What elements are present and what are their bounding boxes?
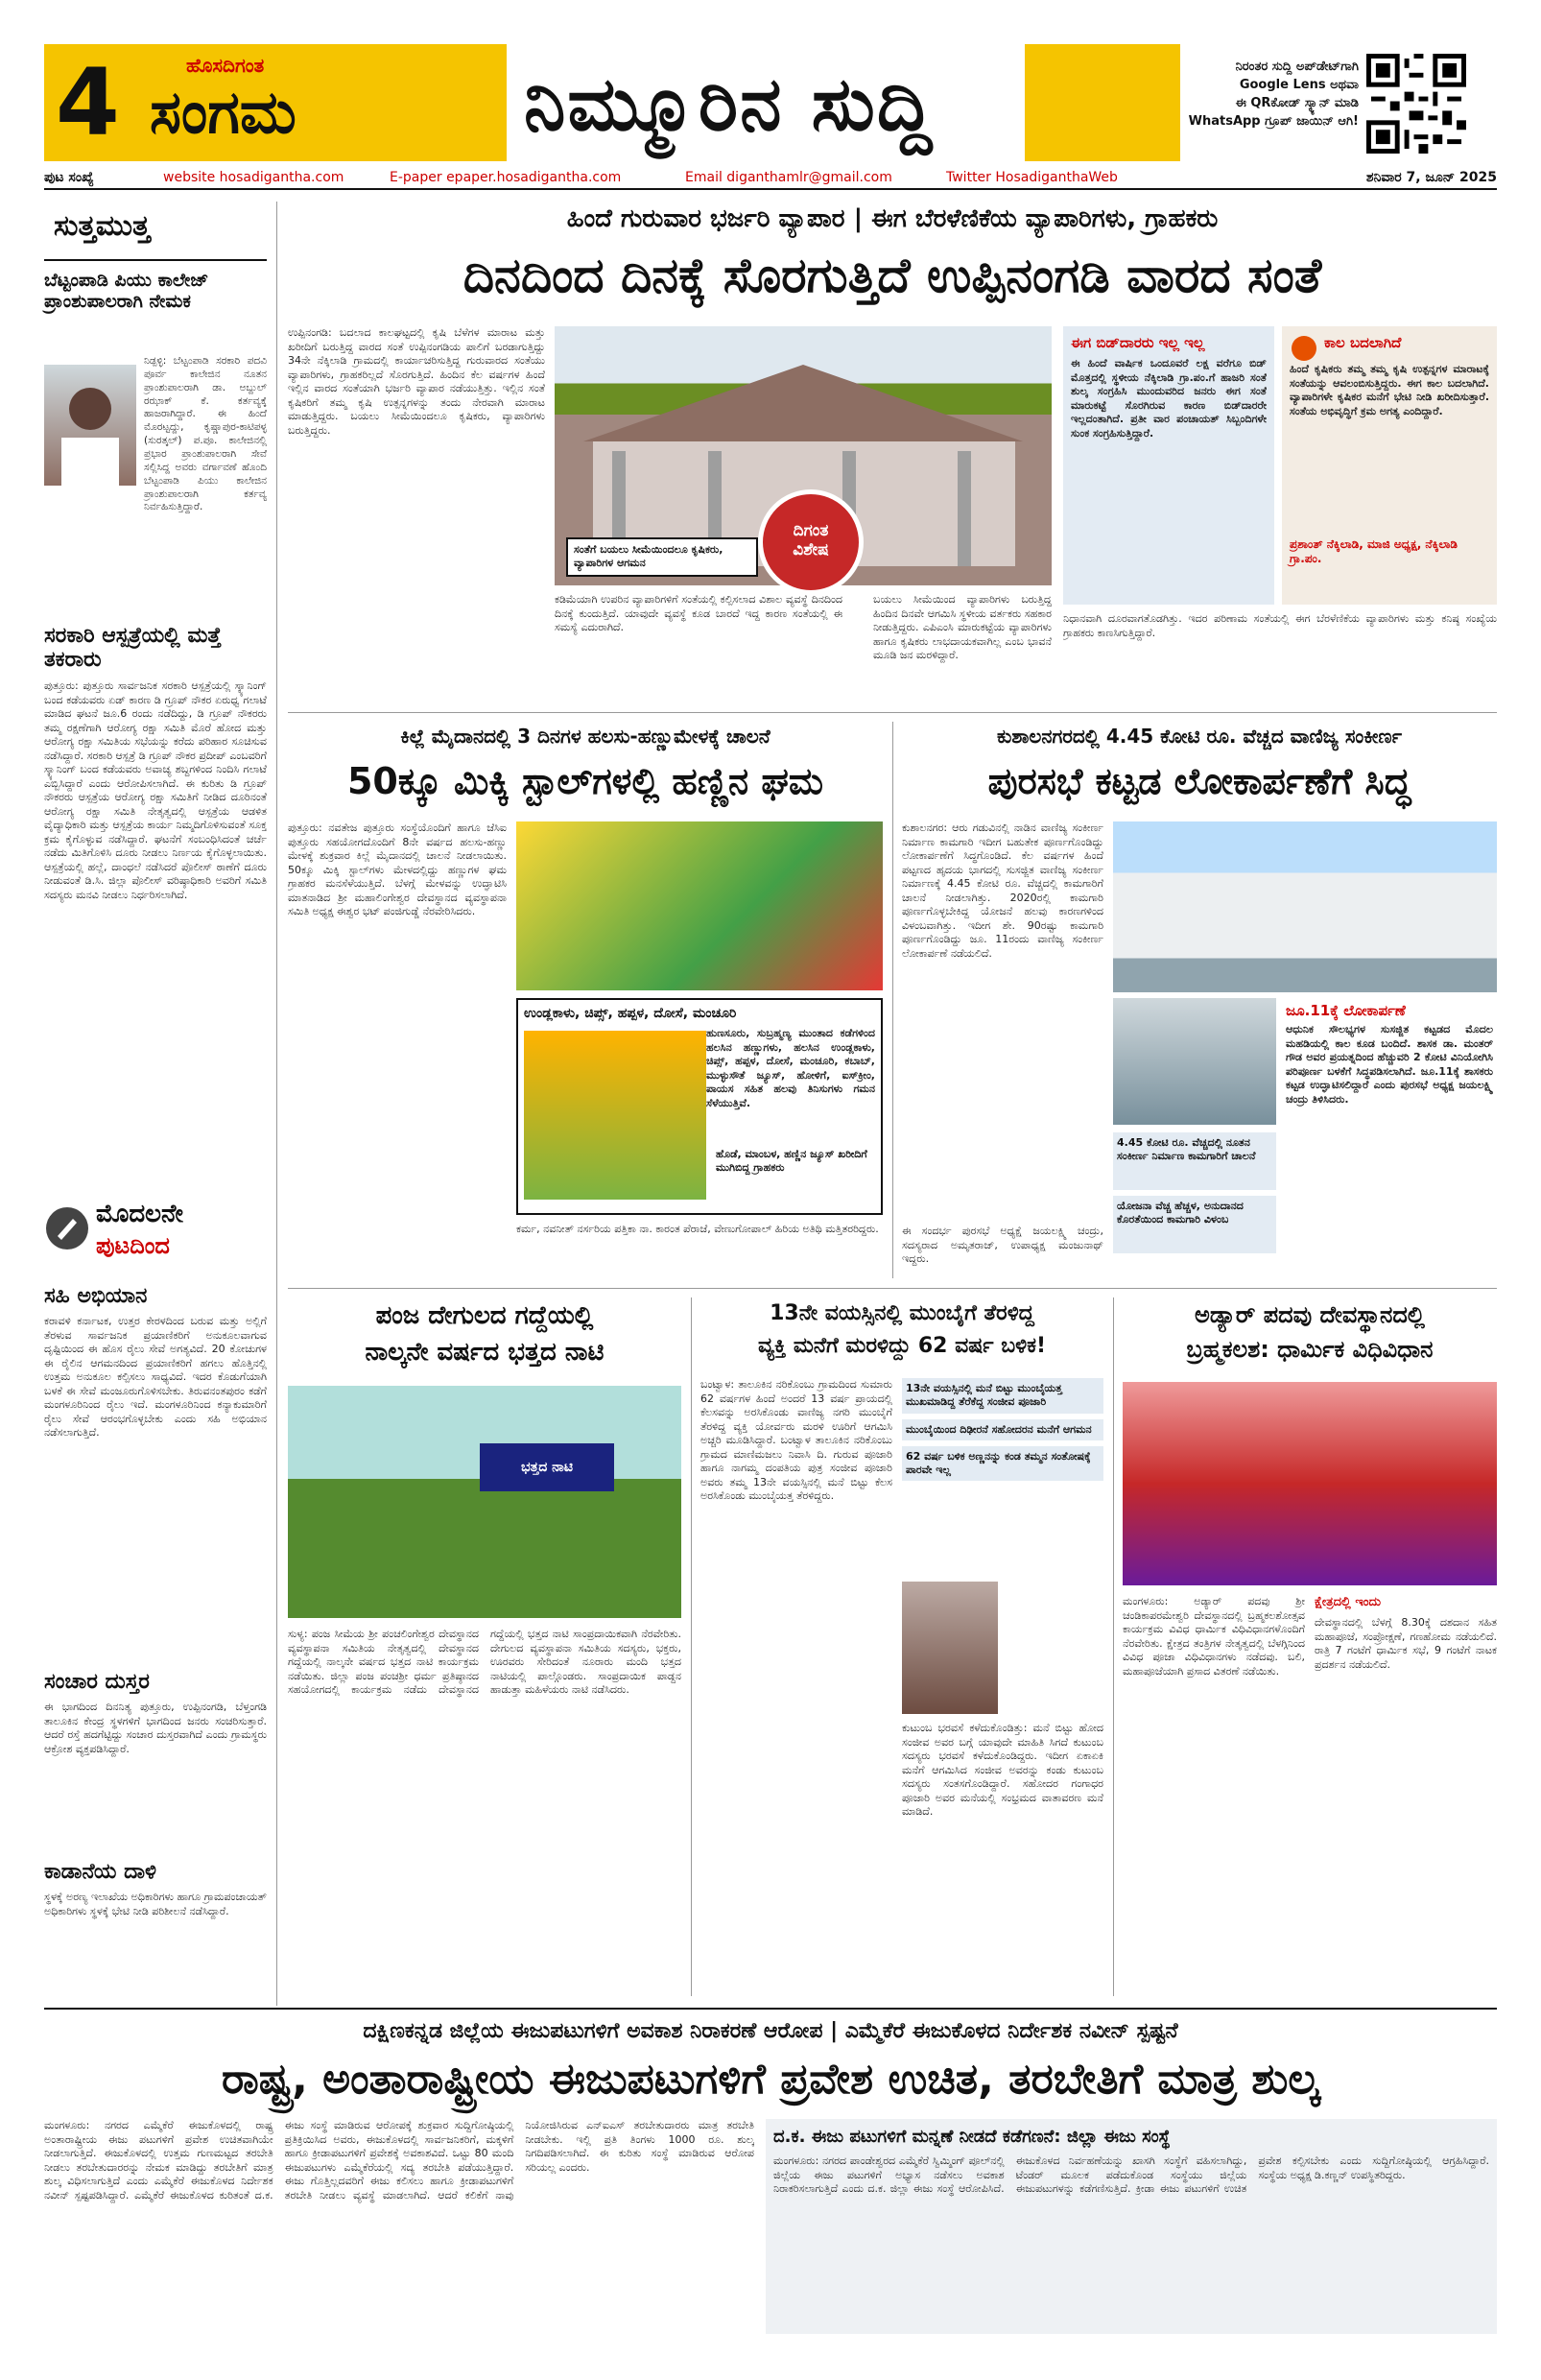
building-headline: ಪುರಸಭೆ ಕಟ್ಟಡ ಲೋಕಾರ್ಪಣೆಗೆ ಸಿದ್ಧ xyxy=(987,760,1411,802)
brand-small: ಹೊಸದಿಗಂತ xyxy=(186,54,265,77)
sidebar xyxy=(44,202,267,2006)
temple-headline: ಅಡ್ಯಾರ್ ಪದವು ದೇವಸ್ಥಾನದಲ್ಲಿ ಬ್ರಹ್ಮಕಲಶ: ಧಾರ್ಮಿಕ ವಿಧಿವಿಧಾನ xyxy=(1186,1301,1434,1363)
pen-icon xyxy=(44,1205,90,1251)
temple-sub: ಕ್ಷೇತ್ರದಲ್ಲಿ ಇಂದು xyxy=(1315,1595,1382,1609)
qr-prompt: ನಿರಂತರ ಸುದ್ದಿ ಅಪ್‌ಡೇಟ್‌ಗಾಗಿ Google Lens ಅಥವಾ ಈ QRಕೋಡ್ ಸ್ಕ್ಯಾನ್ ಮಾಡಿ WhatsApp ಗ್ರೂಪ್ ಜಾಯಿನ್ ಆಗಿ! xyxy=(1188,60,1359,129)
quote-byline: ಪ್ರಶಾಂತ್ ನೆಕ್ಕಿಲಾಡಿ, ಮಾಜಿ ಅಧ್ಯಕ್ಷ, ನೆಕ್ಕಿಲಾಡಿ ಗ್ರಾ.ಪಂ. xyxy=(1290,537,1458,565)
sidebar-header: ಸುತ್ತಮುತ್ತ xyxy=(44,202,267,261)
twitter-link[interactable]: Twitter HosadiganthaWeb xyxy=(946,170,1118,185)
building-body: ಕುಶಾಲನಗರ: ಆರು ಗಡುವಿನಲ್ಲಿ ನಾಡಿನ ವಾಣಿಜ್ಯ ಸಂಕೀರ್ಣ ನಿರ್ಮಾಣ ಕಾಮಗಾರಿ ಇದೀಗ ಬಹುತೇಕ ಪೂರ್ಣಗೊಂಡಿದ್ದು ಲೋಕಾರ್ಪಣೆಗೆ ಸಿದ್ಧಗೊಂಡಿದೆ. ಕೆಲ ವರ್ಷಗಳ ಹಿಂದೆ ಪಟ್ಟಣದ ಹೃದಯ ಭಾಗದಲ್ಲಿ ಸುಸಜ್ಜಿತ ವಾಣಿಜ್ಯ ಸಂಕೀರ್ಣ ನಿರ್ಮಾಣಕ್ಕೆ 4.45 ಕೋಟಿ ರೂ. ವೆಚ್ಚದಲ್ಲಿ ಕಾಮಗಾರಿಗೆ ಚಾಲನೆ ನೀಡಲಾಗಿತ್ತು. 2020ರಲ್ಲಿ ಕಾಮಗಾರಿ ಪೂರ್ಣಗೊಳ್ಳಬೇಕಿದ್ದ ಯೋಜನೆ ಹಲವು ಕಾರಣಗಳಿಂದ ವಿಳಂಬವಾಗಿತ್ತು. ಇದೀಗ ಶೇ. 90ರಷ್ಟು ಕಾಮಗಾರಿ ಪೂರ್ಣಗೊಂಡಿದ್ದು ಜೂ. 11ರಂದು ವಾಣಿಜ್ಯ ಸಂಕೀರ್ಣ ಲೋಕಾರ್ಪಣೆ ನಡೆಯಲಿದೆ. xyxy=(902,821,1103,960)
story3-title: ಸಹಿ ಅಭಿಯಾನ xyxy=(44,1284,148,1308)
temple-body2: ದೇವಸ್ಥಾನದಲ್ಲಿ ಬೆಳಗ್ಗೆ 8.30ಕ್ಕೆ ದಶದಾನ ಸಹಿತ ಮಹಾಪೂಜೆ, ಸಂಪ್ರೋಕ್ಷಣೆ, ಗಣಹೋಮ ನಡೆಯಲಿದೆ. ರಾತ್ರಿ 7 ಗಂಟೆಗೆ ಧಾರ್ಮಿಕ ಸಭೆ, 9 ಗಂಟೆಗೆ ನಾಟಕ ಪ್ರದರ್ಶನ ನಡೆಯಲಿದೆ. xyxy=(1315,1616,1497,1671)
story5-text: ಸ್ಥಳಕ್ಕೆ ಅರಣ್ಯ ಇಲಾಖೆಯ ಅಧಿಕಾರಿಗಳು ಹಾಗೂ ಗ್ರಾಮಪಂಚಾಯತ್ ಅಧಿಕಾರಿಗಳು ಸ್ಥಳಕ್ಕೆ ಭೇಟಿ ನೀಡಿ ಪರಿಶೀಲನೆ ನಡೆಸಿದ್ದಾರೆ. xyxy=(44,1891,267,1917)
mumbai-photo xyxy=(902,1582,998,1714)
lead-body2: ಕಡಿಮೆಯಾಗಿ ಉಪರಿನ ವ್ಯಾಪಾರಿಗಳಿಗೆ ಸಂತೆಯಲ್ಲಿ ಕಲ್ಪಿಸಲಾದ ವಿಶಾಲ ವ್ಯವಸ್ಥೆ ದಿನದಿಂದ ದಿನಕ್ಕೆ ಕುಂದುತ್ತಿದೆ. ಯಾವುದೇ ವ್ಯವಸ್ಥೆ ಕೂಡ ಬಾರದೆ ಇದ್ದ ಕಾರಣ ಸಂತೆಯಲ್ಲಿ ಈ ಸಮಸ್ಯೆ ಎದುರಾಗಿದೆ. xyxy=(555,593,842,634)
paddy-banner: ಭತ್ತದ ನಾಟಿ xyxy=(480,1443,614,1491)
building-note1: 4.45 ಕೋಟಿ ರೂ. ವೆಚ್ಚದಲ್ಲಿ ನೂತನ ಸಂಕೀರ್ಣ ನಿರ್ಮಾಣ ಕಾಮಗಾರಿಗೆ ಚಾಲನೆ xyxy=(1113,1132,1276,1190)
story1-title: ಬೆಟ್ಟಂಪಾಡಿ ಪಿಯು ಕಾಲೇಜ್ ಪ್ರಾಂಶುಪಾಲರಾಗಿ ನೇಮಕ xyxy=(44,270,209,312)
story1-text: ನಿಡ್ಪಳ್ಳಿ: ಬೆಟ್ಟಂಪಾಡಿ ಸರಕಾರಿ ಪದವಿ ಪೂರ್ವ ಕಾಲೇಜಿನ ನೂತನ ಪ್ರಾಂಶುಪಾಲರಾಗಿ ಡಾ. ಅಬ್ದುಲ್ ರಝಾಕ್ ಕೆ. ಕರ್ತವ್ಯಕ್ಕೆ ಹಾಜರಾಗಿದ್ದಾರೆ. ಈ ಹಿಂದೆ ಮೊರಟ್ಟದ್ದು, ಕೃಷ್ಣಾಪುರ-ಕಾಟಿಪಳ್ಳ (ಸುರತ್ಕಲ್) ಪ.ಪೂ. ಕಾಲೇಜಿನಲ್ಲಿ ಪ್ರಭಾರ ಪ್ರಾಂಶುಪಾಲರಾಗಿ ಸೇವೆ ಸಲ್ಲಿಸಿದ್ದ ಅವರು ವರ್ಗಾವಣೆ ಹೊಂದಿ ಬೆಟ್ಟಂಪಾಡಿ ಪಿಯು ಕಾಲೇಜಿನ ಪ್ರಾಂಶುಪಾಲರಾಗಿ ಕರ್ತವ್ಯ ನಿರ್ವಹಿಸುತ್ತಿದ್ದಾರೆ. xyxy=(144,355,267,513)
temple-story xyxy=(1123,1297,1497,1996)
fruit-menu-box: ಉಂಡ್ಲಕಾಳು, ಚಿಪ್ಸ್, ಹಪ್ಪಳ, ದೋಸೆ, ಮಂಚೂರಿ ಹುಣಸೂರು, ಸುಬ್ರಹ್ಮಣ್ಯ ಮುಂತಾದ ಕಡೆಗಳಿಂದ ಹಲಸಿನ ಹಣ್ಣುಗಳು, ಹಲಸಿನ ಉಂಡ್ಲಕಾಳು, ಚಿಪ್ಸ್, ಹಪ್ಪಳ, ದೋಸೆ, ಮಂಚೂರಿ, ಕಬಾಬ್, ಮುಳ್ಳುಸೌತೆ ಜ್ಯೂಸ್, ಹೋಳಿಗೆ, ಐಸ್‌ಕ್ರೀಂ, ಪಾಯಸ ಸಹಿತ ಹಲವು ತಿನಿಸುಗಳು ಗಮನ ಸೆಳೆಯುತ್ತಿವೆ. ಹೊಡೆ, ಮಾಂಬಳ, ಹಣ್ಣಿನ ಜ್ಯೂಸ್ ಖರೀದಿಗೆ ಮುಗಿಬಿದ್ದ ಗ್ರಾಹಕರು xyxy=(516,998,883,1215)
building-tail: ಈ ಸಂದರ್ಭ ಪುರಸಭೆ ಅಧ್ಯಕ್ಷೆ ಜಯಲಕ್ಷ್ಮಿ ಚಂದ್ರು, ಸದಸ್ಯರಾದ ಅಮೃತರಾಜ್, ಉಪಾಧ್ಯಕ್ಷ ಮಂಜುನಾಥ್ ಇದ್ದರು. xyxy=(902,1225,1103,1266)
mumbai-points: 13ನೇ ವಯಸ್ಸಿನಲ್ಲಿ ಮನೆ ಬಿಟ್ಟು ಮುಂಬೈಯತ್ತ ಮುಖಮಾಡಿದ್ದ ತೆರೆಕೆದ್ದ ಸಂಜೀವ ಪೂಜಾರಿ ಮುಂಬೈಯಿಂದ ದಿಢೀರನೆ ಸಹೋದರನ ಮನೆಗೆ ಆಗಮನ 62 ವರ್ಷ ಬಳಿಕ ಅಣ್ಣನನ್ನು ಕಂಡ ತಮ್ಮನ ಸಂತೋಷಕ್ಕೆ ಪಾರವೇ ಇಲ್ಲ xyxy=(902,1378,1103,1574)
lead-headline: ದಿನದಿಂದ ದಿನಕ್ಕೆ ಸೊರಗುತ್ತಿದೆ ಉಪ್ಪಿನಂಗಡಿ ವಾರದ ಸಂತೆ xyxy=(462,248,1322,303)
website-link[interactable]: website hosadigantha.com xyxy=(163,170,344,185)
swim-kicker: ದಕ್ಷಿಣಕನ್ನಡ ಜಿಲ್ಲೆಯ ಈಜುಪಟುಗಳಿಗೆ ಅವಕಾಶ ನಿರಾಕರಣೆ ಆರೋಪ | ಎಮ್ಮೆಕೆರೆ ಈಜುಕೊಳದ ನಿರ್ದೇಶಕ ನವೀನ್ ಸ್ಪಷ್ಟನೆ xyxy=(363,2019,1178,2043)
temple-body: ಮಂಗಳೂರು: ಅಡ್ಯಾರ್ ಪದವು ಶ್ರೀ ಚಂಡಿಕಾಪರಮೇಶ್ವರಿ ದೇವಸ್ಥಾನದಲ್ಲಿ ಬ್ರಹ್ಮಕಲಶೋತ್ಸವ ಕಾರ್ಯಕ್ರಮ ವಿವಿಧ ಧಾರ್ಮಿಕ ವಿಧಿವಿಧಾನಗಳೊಂದಿಗೆ ನೆರವೇರಿತು. ಕ್ಷೇತ್ರದ ತಂತ್ರಿಗಳ ನೇತೃತ್ವದಲ್ಲಿ ಬೆಳಗ್ಗಿನಿಂದ ವಿವಿಧ ಪೂಜಾ ವಿಧಿವಿಧಾನಗಳು ನಡೆದವು. ಬಲಿ, ಮಹಾಪೂಜೆಯಾಗಿ ಪ್ರಸಾದ ವಿತರಣೆ ನಡೆಯಿತು. xyxy=(1123,1595,1305,1678)
story2-title: ಸರಕಾರಿ ಆಸ್ಪತ್ರೆಯಲ್ಲಿ ಮತ್ತೆ ತಕರಾರು xyxy=(44,624,222,673)
fruit-photo-2 xyxy=(524,1031,706,1200)
digantha-badge: ದಿಗಂತ ವಿಶೇಷ xyxy=(758,489,864,595)
building-note2: ಯೋಜನಾ ವೆಚ್ಚ ಹೆಚ್ಚಳ, ಅನುದಾನದ ಕೊರತೆಯಿಂದ ಕಾಮಗಾರಿ ವಿಳಂಬ xyxy=(1113,1196,1276,1253)
fruit-kicker: ಕಿಲ್ಲೆ ಮೈದಾನದಲ್ಲಿ 3 ದಿನಗಳ ಹಲಸು-ಹಣ್ಣುಮೇಳಕ್ಕೆ ಚಾಲನೆ xyxy=(400,725,770,748)
fruit-photo-1 xyxy=(516,821,883,990)
swim-body: ಮಂಗಳೂರು: ನಗರದ ಎಮ್ಮೆಕೆರೆ ಈಜುಕೊಳದಲ್ಲಿ ರಾಷ್ಟ್ರ ಅಂತಾರಾಷ್ಟ್ರೀಯ ಈಜು ಪಟುಗಳಿಗೆ ಪ್ರವೇಶ ಉಚಿತವಾಗಿಯೇ ನೀಡಲಾಗುತ್ತಿದೆ. ಈಜುಕೊಳದಲ್ಲಿ ಉತ್ತಮ ಗುಣಮಟ್ಟದ ತರಬೇತಿ ನೀಡಲು ತರಬೇತುದಾರರನ್ನು ನೇಮಕ ಮಾಡಿದ್ದು ತರಬೇತಿಗೆ ಮಾತ್ರ ಶುಲ್ಕ ವಿಧಿಸಲಾಗುತ್ತಿದೆ ಎಂದು ಎಮ್ಮೆಕೆರೆ ಈಜುಕೊಳದ ನಿರ್ದೇಶಕ ನವೀನ್ ಸ್ಪಷ್ಟಪಡಿಸಿದ್ದಾರೆ. ಎಮ್ಮೆಕೆರೆ ಈಜುಕೊಳದ ಕುರಿತಂತೆ ದ.ಕ. ಈಜು ಸಂಸ್ಥೆ ಮಾಡಿರುವ ಆರೋಪಕ್ಕೆ ಶುಕ್ರವಾರ ಸುದ್ದಿಗೋಷ್ಠಿಯಲ್ಲಿ ಪ್ರತಿಕ್ರಿಯಿಸಿದ ಅವರು, ಈಜುಕೊಳದಲ್ಲಿ ಸಾರ್ವಜನಿಕರಿಗೆ, ಮಕ್ಕಳಿಗೆ ಹಾಗೂ ಕ್ರೀಡಾಪಟುಗಳಿಗೆ ಪ್ರವೇಶಕ್ಕೆ ಅವಕಾಶವಿದೆ. ಒಟ್ಟು 80 ಮಂದಿ ಈಜುಪಟುಗಳು ಎಮ್ಮೆಕೆರೆಯಲ್ಲಿ ಸದ್ಯ ತರಬೇತಿ ಪಡೆಯುತ್ತಿದ್ದಾರೆ. ಈಜು ಗೊತ್ತಿಲ್ಲದವರಿಗೆ ಈಜು ಕಲಿಸಲು ಹಾಗೂ ಕ್ರೀಡಾಪಟುಗಳಿಗೆ ತರಬೇತಿ ನೀಡಲು ವ್ಯವಸ್ಥೆ ಮಾಡಲಾಗಿದೆ. ಆದರೆ ಕಲಿಕೆಗೆ ನಾವು ನಿಯೋಜಿಸಿರುವ ಎನ್‌ಐಎಸ್ ತರಬೇತುದಾರರು ಮಾತ್ರ ತರಬೇತಿ ನೀಡಬೇಕು. ಇಲ್ಲಿ ಪ್ರತಿ ತಿಂಗಳು 1000 ರೂ. ಶುಲ್ಕ ನಿಗದಿಪಡಿಸಲಾಗಿದೆ. ಈ ಕುರಿತು ಸಂಸ್ಥೆ ಮಾಡಿರುವ ಆರೋಪ ಸರಿಯಲ್ಲ ಎಂದರು. xyxy=(44,2119,754,2202)
building-story xyxy=(902,722,1497,1278)
temple-photo xyxy=(1123,1382,1497,1585)
swim-box: ದ.ಕ. ಈಜು ಪಟುಗಳಿಗೆ ಮನ್ನಣೆ ನೀಡದೆ ಕಡೆಗಣನೆ: ಜಿಲ್ಲಾ ಈಜು ಸಂಸ್ಥೆ ಮಂಗಳೂರು: ನಗರದ ಪಾಂಡೇಶ್ವರದ ಎಮ್ಮೆಕೆರೆ ಸ್ವಿಮ್ಮಿಂಗ್ ಪೂಲ್‌ನಲ್ಲಿ ಜಿಲ್ಲೆಯ ಈಜು ಪಟುಗಳಿಗೆ ಅಭ್ಯಾಸ ನಡೆಸಲು ಅವಕಾಶ ನಿರಾಕರಿಸಲಾಗುತ್ತಿದೆ ಎಂದು ದ.ಕ. ಜಿಲ್ಲಾ ಈಜು ಸಂಸ್ಥೆ ಆರೋಪಿಸಿದೆ. ಈಜುಕೊಳದ ನಿರ್ವಹಣೆಯನ್ನು ಖಾಸಗಿ ಸಂಸ್ಥೆಗೆ ವಹಿಸಲಾಗಿದ್ದು, ಟೆಂಡರ್ ಮೂಲಕ ಪಡೆದುಕೊಂಡ ಸಂಸ್ಥೆಯು ಜಿಲ್ಲೆಯ ಈಜುಪಟುಗಳನ್ನು ಕಡೆಗಣಿಸುತ್ತಿದೆ. ಕ್ರೀಡಾ ಈಜು ಪಟುಗಳಿಗೆ ಉಚಿತ ಪ್ರವೇಶ ಕಲ್ಪಿಸಬೇಕು ಎಂದು ಸುದ್ದಿಗೋಷ್ಠಿಯಲ್ಲಿ ಆಗ್ರಹಿಸಿದ್ದಾರೆ. ಸಂಸ್ಥೆಯ ಅಧ್ಯಕ್ಷ ಡಿ.ಕಣ್ಣನ್ ಉಪಸ್ಥಿತರಿದ್ದರು. xyxy=(766,2119,1497,2334)
building-photo-1 xyxy=(1113,821,1497,992)
fruit-fair-story xyxy=(288,722,883,1278)
building-kicker: ಕುಶಾಲನಗರದಲ್ಲಿ 4.45 ಕೋಟಿ ರೂ. ವೆಚ್ಚದ ವಾಣಿಜ್ಯ ಸಂಕೀರ್ಣ xyxy=(997,725,1402,748)
lead-box1: ಈಗ ಬಿಡ್‌ದಾರರು ಇಲ್ಲ ಇಲ್ಲ ಈ ಹಿಂದೆ ವಾರ್ಷಿಕ ಒಂದೂವರೆ ಲಕ್ಷ ವರೆಗೂ ಬಿಡ್ ಮೊತ್ತದಲ್ಲಿ ಸ್ಥಳೀಯ ನೆಕ್ಕಿಲಾಡಿ ಗ್ರಾ.ಪಂ.ಗೆ ಹಾಜರಿ ಸಂತೆ ಶುಲ್ಕ ಸಂಗ್ರಹಿಸಿ ಮುಂದುವರಿದ ಜನರು ಈಗ ಸಂತೆ ಮಾರುಕಟ್ಟೆ ಸೊರಗಿರುವ ಕಾರಣ ಬಿಡ್‌ದಾರರೇ ಇಲ್ಲದಂತಾಗಿದೆ. ಪ್ರತೀ ವಾರ ಪಂಚಾಯತ್ ಸಿಬ್ಬಂದಿಗಳೇ ಸುಂಕ ಸಂಗ್ರಹಿಸುತ್ತಿದ್ದಾರೆ. xyxy=(1063,326,1274,605)
paddy-photo xyxy=(288,1386,681,1618)
story4-text: ಈ ಭಾಗದಿಂದ ದಿನನಿತ್ಯ ಪುತ್ತೂರು, ಉಪ್ಪಿನಂಗಡಿ, ಬೆಳ್ತಂಗಡಿ ತಾಲೂಕಿನ ಕೇಂದ್ರ ಸ್ಥಳಗಳಿಗೆ ಭಾಗದಿಂದ ಜನರು ಸಂಚರಿಸುತ್ತಾರೆ. ಆದರೆ ರಸ್ತೆ ಹದಗೆಟ್ಟಿದ್ದು ಸಂಚಾರ ದುಸ್ತರವಾಗಿದೆ ಎಂದು ಗ್ರಾಮಸ್ಥರು ಆಕ್ರೋಶ ವ್ಯಕ್ತಪಡಿಸಿದ್ದಾರೆ. xyxy=(44,1701,267,1755)
email-link[interactable]: Email diganthamlr@gmail.com xyxy=(685,170,892,185)
qr-code[interactable] xyxy=(1366,54,1466,154)
story2-text: ಪುತ್ತೂರು: ಪುತ್ತೂರು ಸಾರ್ವಜನಿಕ ಸರಕಾರಿ ಆಸ್ಪತ್ರೆಯಲ್ಲಿ ಸ್ಕ್ಯಾನಿಂಗ್ ಬಂದ ಕಡೆಯವರು ಏಡ್ ಕಾರಣ ಡಿ ಗ್ರೂಪ್ ನೌಕರ ಏರುಧ್ವ ಗಲಾಟೆ ಮಾಡಿದ ಘಟನೆ ಜೂ.6 ರಂದು ನಡೆದಿದ್ದು, ಡಿ ಗ್ರೂಪ್ ನೌಕರರು ತಮ್ಮ ರಕ್ಷಣೆಗಾಗಿ ಆರೋಗ್ಯ ರಕ್ಷಾ ಸಮಿತಿ ಮೊರೆ ಹೋದ ಮತ್ತು ಆರೋಗ್ಯ ರಕ್ಷಾ ಸಮಿತಿಯ ಸಭೆಯನ್ನು ಕರೆದು ಪರಿಹಾರ ಸೂಚಿಸುವ ನಡೆಸಿದ್ದಾರೆ. ಸರಕಾರಿ ಆಸ್ಪತ್ರೆ ಡಿ ಗ್ರೂಪ್ ನೌಕರ ಪ್ರದೀಪ್ ಎಂಬವರಿಗೆ ಸ್ಕ್ಯಾನಿಂಗ್ ಬಂದ ಕಡೆಯವರು ಅವಾಚ್ಯ ಶಬ್ದಗಳಿಂದ ನಿಂದಿಸಿ ಗಲಾಟೆ ಎಬ್ಬಿಸಿದ್ದಾರೆ ಎಂದು ಆರೋಪಿಸಲಾಗಿದೆ. ಈ ಕುರಿತು ಡಿ ಗ್ರೂಪ್ ನೌಕರರು ಆಸ್ಪತ್ರೆಯ ಆರೋಗ್ಯ ರಕ್ಷಾ ಸಮಿತಿಗೆ ನೀಡಿದ ದೂರಿನಂತೆ ಆರೋಗ್ಯ ರಕ್ಷಾ ಸಮಿತಿ ನೇತೃತ್ವದಲ್ಲಿ ಆಸ್ಪತ್ರೆಯ ಆಡಳಿತ ವೈದ್ಯಾಧಿಕಾರಿ ಮತ್ತು ಆಸ್ಪತ್ರೆಯ ಕಾರ್ಯ ನಿಮ್ಮದಿಗೊಳಿಸುವಂತೆ ಸೂಕ್ತ ಕ್ರಮ ಕೈಗೊಳ್ಳುವ ನಡೆಸಿದ್ದಾರೆ. ಘಟನೆಗೆ ಸಂಬಂಧಿಸಿದಂತೆ ಚರ್ಚೆ ನಡೆದು ಮಿತಿಗೊಳಿಸಿ ದೂರು ನೀಡಲು ನಿರ್ಣಯ ಕೈಗೊಳ್ಳಲಾಯಿತು. ಆಸ್ಪತ್ರೆಯಲ್ಲಿ ಹಲ್ಲೆ, ದಾಂಧಲೆ ನಡೆಸಿದರೆ ಪೊಲೀಸ್ ಠಾಣೆಗೆ ದೂರು ನೀಡುವಂತೆ ಡಿ.ಸಿ. ಜಿಲ್ಲಾ ಪೊಲೀಸ್ ವರಿಷ್ಠಾಧಿಕಾರಿ ಅವರಿಗೆ ಸಮಿತಿ ಸದಸ್ಯರು ಮನವಿ ನೀಡಲು ನಿರ್ಧರಿಸಲಾಗಿದೆ. xyxy=(44,679,267,901)
lead-body3: ಬಯಲು ಸೀಮೆಯಿಂದ ವ್ಯಾಪಾರಿಗಳು ಬರುತ್ತಿದ್ದ ಹಿಂದಿನ ದಿನವೇ ಆಗಮಿಸಿ ಸ್ಥಳೀಯ ವರ್ತಕರು ಸಹಕಾರ ನೀಡುತ್ತಿದ್ದರು. ಎಪಿಎಂಸಿ ಮಾರುಕಟ್ಟೆಯ ವ್ಯಾಪಾರಿಗಳು ಹಾಗೂ ಕೃಷಿಕರು ಲಾಭದಾಯಕವಾಗಿಲ್ಲ ಎಂಬ ಭಾವನೆ ಮೂಡಿ ಜನ ಮರಳಿದ್ದಾರೆ. xyxy=(873,593,1052,662)
paddy-body: ಸುಳ್ಯ: ಪಂಜ ಸೀಮೆಯ ಶ್ರೀ ಪಂಚಲಿಂಗೇಶ್ವರ ದೇವಸ್ಥಾನದ ವ್ಯವಸ್ಥಾಪನಾ ಸಮಿತಿಯ ನೇತೃತ್ವದಲ್ಲಿ ದೇವಸ್ಥಾನದ ಗದ್ದೆಯಲ್ಲಿ ನಾಲ್ಕನೇ ವರ್ಷದ ಭತ್ತದ ನಾಟಿ ಕಾರ್ಯಕ್ರಮ ನಡೆಯಿತು. ಜಿಲ್ಲಾ ಪಂಜ ಪಂಚಶ್ರೀ ಧರ್ಮ ಪ್ರತಿಷ್ಠಾನದ ಸಹಯೋಗದಲ್ಲಿ ಕಾರ್ಯಕ್ರಮ ನಡೆದು ದೇವಸ್ಥಾನದ ಗದ್ದೆಯಲ್ಲಿ ಭತ್ತದ ನಾಟಿ ಸಾಂಪ್ರದಾಯಿಕವಾಗಿ ನೆರವೇರಿತು. ದೇಗುಲದ ವ್ಯವಸ್ಥಾಪನಾ ಸಮಿತಿಯ ಸದಸ್ಯರು, ಭಕ್ತರು, ಊರವರು ಸೇರಿದಂತೆ ನೂರಾರು ಮಂದಿ ಭತ್ತದ ನಾಟಿಯಲ್ಲಿ ಪಾಲ್ಗೊಂಡರು. ಸಾಂಪ್ರದಾಯಿಕ ಪಾಡ್ದನ ಹಾಡುತ್ತಾ ಮಹಿಳೆಯರು ನಾಟಿ ನಡೆಸಿದರು. xyxy=(288,1628,681,1697)
swim-headline: ರಾಷ್ಟ್ರ, ಅಂತಾರಾಷ್ಟ್ರೀಯ ಈಜುಪಟುಗಳಿಗೆ ಪ್ರವೇಶ ಉಚಿತ, ತರಬೇತಿಗೆ ಮಾತ್ರ ಶುಲ್ಕ xyxy=(221,2055,1320,2104)
page-number: 4 xyxy=(56,49,120,156)
lead-body: ಉಪ್ಪಿನಂಗಡಿ: ಬದಲಾದ ಕಾಲಘಟ್ಟದಲ್ಲಿ ಕೃಷಿ ಬೆಳೆಗಳ ಮಾರಾಟ ಮತ್ತು ಖರೀದಿಗೆ ಬರುತ್ತಿದ್ದ ವಾರದ ಸಂತೆ ಉಪ್ಪಿನಂಗಡಿಯ ಪಾಲಿಗೆ ಬರಡಾಗುತ್ತಿದ್ದು 34ನೇ ನೆಕ್ಕಿಲಾಡಿ ಗ್ರಾಮದಲ್ಲಿ ಕಾರ್ಯಾಚರಿಸುತ್ತಿದ್ದ ಗುರುವಾರದ ಸಂತೆಯು ವ್ಯಾಪಾರಿಗಳು, ಗ್ರಾಹಕರಿಲ್ಲದೆ ಸೊರಗುತ್ತಿದೆ. ಹಿಂದಿನ ಕೆಲ ವರ್ಷಗಳ ಹಿಂದೆ ಇಲ್ಲಿನ ವಾರದ ಸಂತೆಯಾಗಿ ಭರ್ಜರಿ ವ್ಯಾಪಾರ ನಡೆಯುತ್ತಿತ್ತು. ಇಲ್ಲಿನ ಸಂತೆ ಕೃಷಿಕರಿಗೆ ತಮ್ಮ ಕೃಷಿ ಉತ್ಪನ್ನಗಳನ್ನು ತಂದು ನೇರವಾಗಿ ಮಾರಾಟ ಮಾಡುತ್ತಿದ್ದರು. ಬಯಲು ಸೀಮೆಯಿಂದಲೂ ಕೃಷಿಕರು, ವ್ಯಾಪಾರಿಗಳು ಬರುತ್ತಿದ್ದರು. xyxy=(288,326,545,437)
mumbai-body2: ಕುಟುಂಬ ಭರವಸೆ ಕಳೆದುಕೊಂಡಿತ್ತು: ಮನೆ ಬಿಟ್ಟು ಹೋದ ಸಂಜೀವ ಅವರ ಬಗ್ಗೆ ಯಾವುದೇ ಮಾಹಿತಿ ಸಿಗದೆ ಕುಟುಂಬ ಸದಸ್ಯರು ಭರವಸೆ ಕಳೆದುಕೊಂಡಿದ್ದರು. ಇದೀಗ ಏಕಾಏಕಿ ಮನೆಗೆ ಆಗಮಿಸಿದ ಸಂಜೀವ ಅವರನ್ನು ಕಂಡು ಕುಟುಂಬ ಸದಸ್ಯರು ಸಂತಸಗೊಂಡಿದ್ದಾರೆ. ಸಹೋದರ ಗಂಗಾಧರ ಪೂಜಾರಿ ಅವರ ಮನೆಯಲ್ಲಿ ಸಂಭ್ರಮದ ವಾತಾವರಣ ಮನೆ ಮಾಡಿದೆ. xyxy=(902,1722,1103,1819)
fruit-headline: 50ಕ್ಕೂ ಮಿಕ್ಕಿ ಸ್ಟಾಲ್‌ಗಳಲ್ಲಿ ಹಣ್ಣಿನ ಘಮ xyxy=(346,760,824,802)
paddy-story xyxy=(288,1297,681,1996)
section-title: ನಿಮ್ಮೂರಿನ ಸುದ್ದಿ xyxy=(524,61,935,148)
edition-label: ಪುಟ ಸಂಖ್ಯೆ xyxy=(44,170,94,185)
brand-logo: ಸಂಗಮ xyxy=(150,77,296,147)
paddy-headline: ಪಂಜ ದೇಗುಲದ ಗದ್ದೆಯಲ್ಲಿ ನಾಲ್ಕನೇ ವರ್ಷದ ಭತ್ತದ ನಾಟಿ xyxy=(365,1301,605,1367)
lead-photo-caption: ಸಂತೆಗೆ ಬಯಲು ಸೀಮೆಯಿಂದಲೂ ಕೃಷಿಕರು, ವ್ಯಾಪಾರಿಗಳ ಆಗಮನ xyxy=(566,537,758,577)
swimming-story xyxy=(44,2015,1497,2336)
building-photo-2 xyxy=(1113,998,1276,1125)
masthead xyxy=(44,44,1497,161)
fruit-tail: ಕರ್ಮ, ನವನೀತ್ ನರ್ಸರಿಯ ಪತ್ತಿಕಾ ನಾ. ಕಾರಂತ ಪೆರಾಜೆ, ವೇಣುಗೋಪಾಲ್ ಹಿರಿಯ ಅತಿಥಿ ಮತ್ತಿತರರಿದ್ದರು. xyxy=(516,1223,879,1235)
lead-kicker: ಹಿಂದೆ ಗುರುವಾರ ಭರ್ಜರಿ ವ್ಯಾಪಾರ | ಈಗ ಬೆರಳೆಣಿಕೆಯ ವ್ಯಾಪಾರಿಗಳು, ಗ್ರಾಹಕರು xyxy=(566,204,1219,233)
story5-title: ಕಾಡಾನೆಯ ದಾಳಿ xyxy=(44,1860,157,1884)
mumbai-story xyxy=(700,1297,1103,1996)
lead-box2: ಕಾಲ ಬದಲಾಗಿದೆ ಹಿಂದೆ ಕೃಷಿಕರು ತಮ್ಮ ತಮ್ಮ ಕೃಷಿ ಉತ್ಪನ್ನಗಳ ಮಾರಾಟಕ್ಕೆ ಸಂತೆಯನ್ನು ಆವಲಂಬಿಸುತ್ತಿದ್ದರು. ಈಗ ಕಾಲ ಬದಲಾಗಿದೆ. ವ್ಯಾಪಾರಿಗಳೇ ಕೃಷಿಕರ ಮನೆಗೆ ಭೇಟಿ ನೀಡಿ ಖರೀದಿಸುತ್ತಾರೆ. ಸಂತೆಯ ಅಭಿವೃದ್ಧಿಗೆ ಕ್ರಮ ಅಗತ್ಯ ಎಂದಿದ್ದಾರೆ. ಪ್ರಶಾಂತ್ ನೆಕ್ಕಿಲಾಡಿ, ಮಾಜಿ ಅಧ್ಯಕ್ಷ, ನೆಕ್ಕಿಲಾಡಿ ಗ್ರಾ.ಪಂ. xyxy=(1282,326,1497,605)
issue-date: ಶನಿವಾರ 7, ಜೂನ್ 2025 xyxy=(1365,170,1497,185)
mumbai-body: ಬಂಟ್ವಾಳ: ತಾಲೂಕಿನ ನರಿಕೊಂಬು ಗ್ರಾಮದಿಂದ ಸುಮಾರು 62 ವರ್ಷಗಳ ಹಿಂದೆ ಅಂದರೆ 13 ವರ್ಷ ಪ್ರಾಯದಲ್ಲಿ ಕೆಲಸವನ್ನು ಅರಸಿಕೊಂಡು ವಾಣಿಜ್ಯ ನಗರಿ ಮುಂಬೈಗೆ ತೆರಳಿದ್ದ ವ್ಯಕ್ತಿ ಯೋರ್ವರು ಮರಳಿ ಊರಿಗೆ ಆಗಮಿಸಿ ಅಚ್ಚರಿ ಮೂಡಿಸಿದ್ದಾರೆ. ಬಂಟ್ವಾಳ ತಾಲೂಕಿನ ನರಿಕೊಂಬು ಗ್ರಾಮದ ಮಾಣಿಮಜಲು ನಿವಾಸಿ ದಿ. ಗುರುವ ಪೂಜಾರಿ ಹಾಗೂ ನಾಗಮ್ಮ ದಂಪತಿಯ ಪುತ್ರ ಸಂಜೀವ ಪೂಜಾರಿ ಅವರು ತಮ್ಮ 13ನೇ ವಯಸ್ಸಿನಲ್ಲಿ ಮನೆ ಬಿಟ್ಟು ಕೆಲಸ ಅರಸಿಕೊಂಡು ಮುಂಬೈಯತ್ತ ತೆರಳಿದ್ದರು. xyxy=(700,1378,892,1503)
lead-story xyxy=(288,202,1497,701)
first-page-label: ಮೊದಲನೇ ಪುಟದಿಂದ xyxy=(44,1200,267,1267)
building-box: ಜೂ.11ಕ್ಕೆ ಲೋಕಾರ್ಪಣೆ ಆಧುನಿಕ ಸೌಲಭ್ಯಗಳ ಸುಸಜ್ಜಿತ ಕಟ್ಟಡದ ಮೊದಲ ಮಹಡಿಯಲ್ಲಿ ಕಾಲ ಕೂಡ ಬಂದಿದೆ. ಶಾಸಕ ಡಾ. ಮಂತರ್ ಗೌಡ ಅವರ ಪ್ರಯತ್ನದಿಂದ ಹೆಚ್ಚುವರಿ 2 ಕೋಟಿ ವಿನಿಯೋಗಿಸಿ ಪರಿಪೂರ್ಣ ಬಳಕೆಗೆ ಸಿದ್ಧಪಡಿಸಲಾಗಿದೆ. ಜೂ.11ಕ್ಕೆ ಶಾಸಕರು ಕಟ್ಟಡ ಉದ್ಘಾಟಿಸಲಿದ್ದಾರೆ ಎಂದು ಪುರಸಭೆ ಅಧ್ಯಕ್ಷ ಜಯಲಕ್ಷ್ಮಿ ಚಂದ್ರು ತಿಳಿಸಿದರು. xyxy=(1286,1002,1493,1106)
lead-tail: ನಿಧಾನವಾಗಿ ದೂರವಾಗತೊಡಗಿತ್ತು. ಇದರ ಪರಿಣಾಮ ಸಂತೆಯಲ್ಲಿ ಈಗ ಬೆರಳೆಣಿಕೆಯ ವ್ಯಾಪಾರಿಗಳು ಮತ್ತು ಕನಿಷ್ಠ ಸಂಖ್ಯೆಯ ಗ್ರಾಹಕರು ಕಾಣಸಿಗುತ್ತಿದ್ದಾರೆ. xyxy=(1063,612,1497,639)
chat-icon xyxy=(1290,334,1318,363)
story4-title: ಸಂಚಾರ ದುಸ್ತರ xyxy=(44,1670,150,1694)
story3-text: ಕರಾವಳಿ ಕರ್ನಾಟಕ, ಉತ್ತರ ಕೇರಳದಿಂದ ಬರುವ ಮತ್ತು ಅಲ್ಲಿಗೆ ತೆರಳುವ ಸಾರ್ವಜನಿಕ ಪ್ರಯಾಣಿಕರಿಗೆ ಅನುಕೂಲವಾಗುವ ದೃಷ್ಟಿಯಿಂದ ಈ ಹೊಸ ರೈಲು ಸೇವೆ ಅಗತ್ಯವಿದೆ. 20 ಕೋಚುಗಳ ಈ ರೈಲಿನ ಆಗಮನದಿಂದ ಪ್ರಯಾಣಿಕರಿಗೆ ಹಗಲು ಹೊತ್ತಿನಲ್ಲಿ ಉತ್ತಮ ಅನುಕೂಲ ಕಲ್ಪಿಸಲು ಸಾಧ್ಯವಿದೆ. ಇದರ ಕೊಡುಗೆಯಾಗಿ ಬಳಕೆ ಈ ಸೇವೆ ಮಂಜೂರುಗೊಳಿಸಬೇಕು. ತಿರುವನಂತಪುರಂ ಕಡೆಗೆ ಮಂಗಳೂರಿನಿಂದ ರೈಲು ಇದೆ. ಮಂಗಳೂರಿನಿಂದ ಕನ್ಯಾಕುಮಾರಿಗೆ ರೈಲು ಸೇವೆ ಆರಂಭಗೊಳ್ಳಬೇಕು ಎಂದು ಸಹಿ ಅಭಿಯಾನ ನಡೆಸಲಾಗುತ್ತಿದೆ. xyxy=(44,1315,267,1440)
mumbai-headline: 13ನೇ ವಯಸ್ಸಿನಲ್ಲಿ ಮುಂಬೈಗೆ ತೆರಳಿದ್ದ ವ್ಯಕ್ತಿ ಮನೆಗೆ ಮರಳಿದ್ದು 62 ವರ್ಷ ಬಳಿಕ! xyxy=(757,1301,1047,1358)
epaper-link[interactable]: E-paper epaper.hosadigantha.com xyxy=(390,170,622,185)
fruit-body: ಪುತ್ತೂರು: ನವತೇಜ ಪುತ್ತೂರು ಸಂಸ್ಥೆಯೊಂದಿಗೆ ಹಾಗೂ ಜೆಸಿಐ ಪುತ್ತೂರು ಸಹಯೋಗದೊಂದಿಗೆ 8ನೇ ವರ್ಷದ ಹಲಸು-ಹಣ್ಣು ಮೇಳಕ್ಕೆ ಶುಕ್ರವಾರ ಕಿಲ್ಲೆ ಮೈದಾನದಲ್ಲಿ ಚಾಲನೆ ನೀಡಲಾಯಿತು. 50ಕ್ಕೂ ಮಿಕ್ಕಿ ಸ್ಟಾಲ್‌ಗಳು ಮೇಳದಲ್ಲಿದ್ದು ಹಣ್ಣುಗಳ ಘಮ ಗ್ರಾಹಕರ ಮನಸೆಳೆಯುತ್ತಿದೆ. ಬೆಳಗ್ಗೆ ಮೇಳವನ್ನು ಉದ್ಘಾಟಿಸಿ ಮಾತನಾಡಿದ ಶ್ರೀ ಮಹಾಲಿಂಗೇಶ್ವರ ದೇವಸ್ಥಾನದ ವ್ಯವಸ್ಥಾಪನಾ ಸಮಿತಿ ಅಧ್ಯಕ್ಷ ಈಶ್ವರ ಭಟ್ ಪಂಜಿಗುಡ್ಡೆ ನೆರವೇರಿಸಿದರು. xyxy=(288,821,507,918)
info-strip xyxy=(44,165,1497,190)
